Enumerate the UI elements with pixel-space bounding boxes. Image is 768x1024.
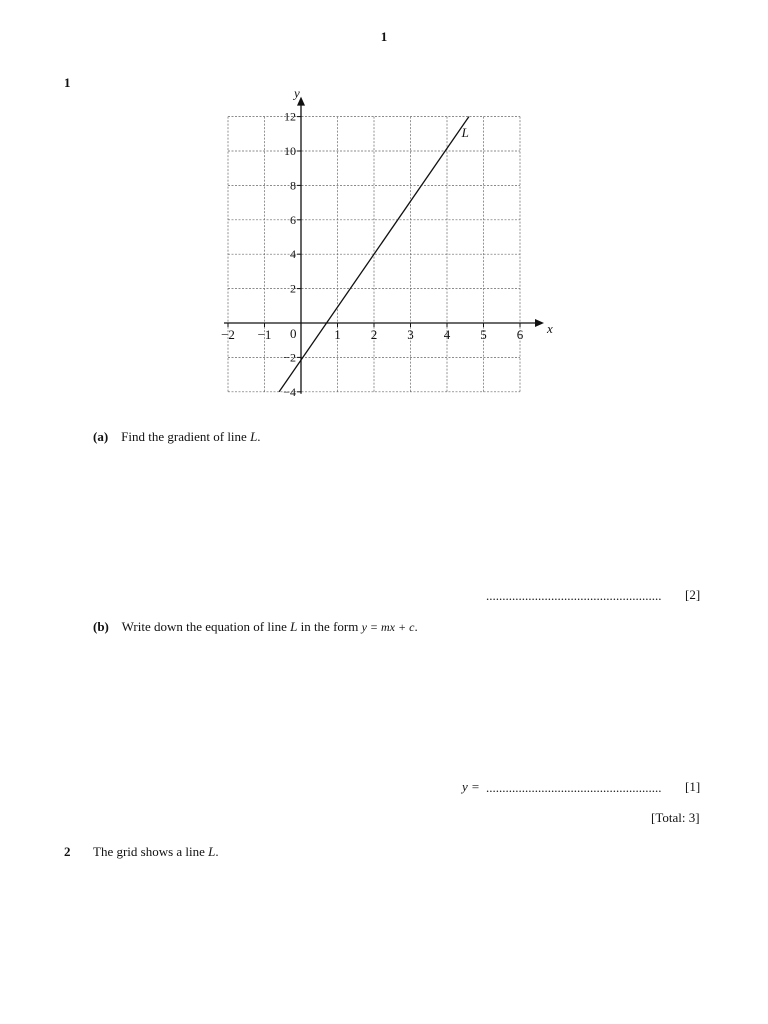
origin-label: 0 <box>290 326 297 341</box>
y-tick-label: 10 <box>284 144 296 158</box>
x-tick-label: 2 <box>370 327 378 342</box>
question-2-text-start: The grid shows a line <box>93 844 209 859</box>
y-tick-label: 6 <box>290 212 296 227</box>
x-tick-label: 6 <box>516 327 524 342</box>
part-b-label: (b) <box>93 619 109 634</box>
y-axis-label: y <box>294 85 300 101</box>
x-tick-label: 4 <box>443 327 451 342</box>
y-tick-label: 2 <box>290 281 296 296</box>
part-b-answer-prefix: y = <box>462 779 480 794</box>
part-b-question <box>93 619 418 635</box>
x-tick-label: 1 <box>334 327 341 342</box>
question-2-var: L <box>208 844 216 859</box>
question-1-total: [Total: 3] <box>651 810 700 825</box>
page-number: 1 <box>380 29 388 44</box>
part-b-var: L <box>290 619 298 634</box>
x-tick-label: 3 <box>407 327 414 342</box>
question-2-number: 2 <box>64 844 71 859</box>
part-b-answer-line[interactable]: ...................................................... <box>486 780 662 795</box>
y-tick-label: −2 <box>283 350 296 365</box>
question-2-text <box>93 844 219 860</box>
part-a-answer-line[interactable]: ...................................................... <box>486 588 662 603</box>
x-axis-label: x <box>547 321 553 336</box>
part-a-end: . <box>257 429 261 444</box>
part-a-var: L <box>250 429 258 444</box>
y-tick-label: −4 <box>283 384 296 399</box>
question-1-number: 1 <box>64 75 71 90</box>
part-a-label: (a) <box>93 429 109 444</box>
y-tick-label: 12 <box>284 109 296 124</box>
part-b-form: y = mx + c <box>361 620 415 634</box>
x-tick-label: −1 <box>257 327 272 342</box>
coordinate-graph <box>214 84 554 404</box>
question-2-text-end: . <box>215 844 219 859</box>
part-b-mid: in the form <box>297 619 362 634</box>
part-b-end: . <box>414 619 418 634</box>
part-a-marks: [2] <box>685 587 701 602</box>
x-tick-label: 5 <box>480 327 487 342</box>
part-a-text: Find the gradient of line <box>121 429 251 444</box>
part-b-text: Write down the equation of line <box>121 619 291 634</box>
x-tick-label: −2 <box>221 327 235 342</box>
y-tick-label: 4 <box>290 247 296 262</box>
line-L-label: L <box>461 125 469 141</box>
y-tick-label: 8 <box>290 178 296 193</box>
part-b-marks: [1] <box>685 779 701 794</box>
part-a-question <box>93 429 261 445</box>
